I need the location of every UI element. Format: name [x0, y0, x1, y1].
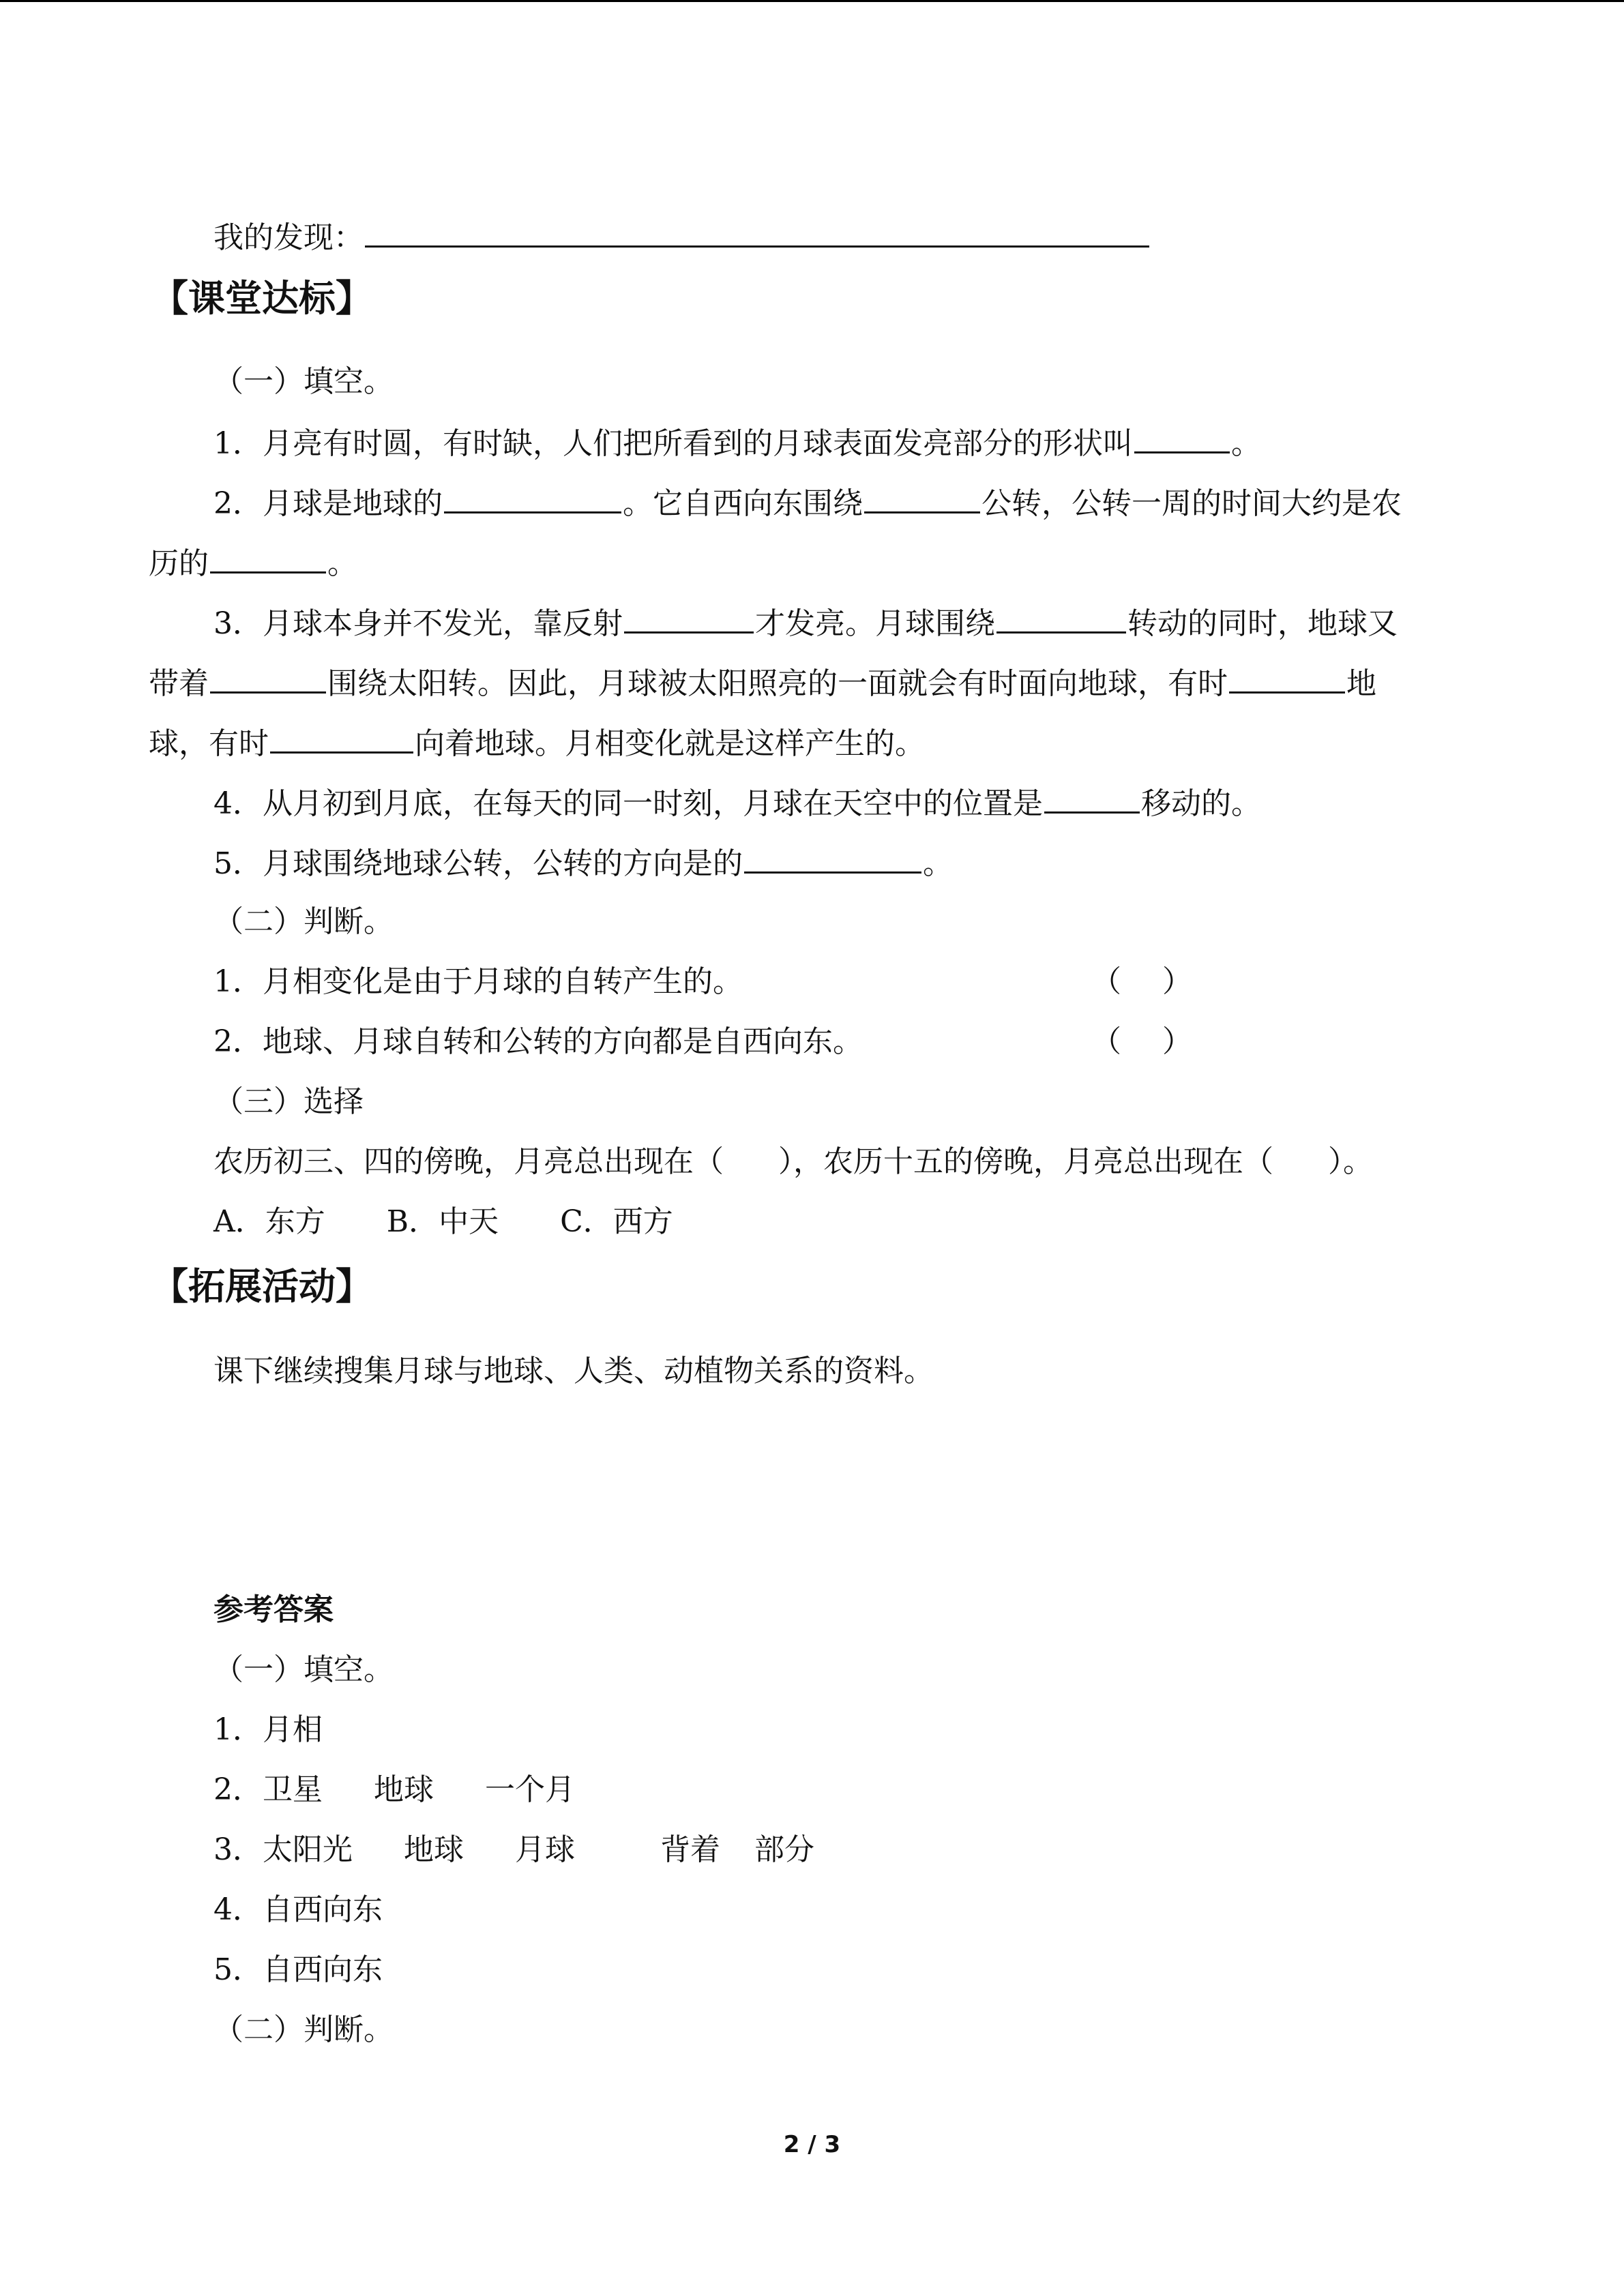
answers-judge-heading: （二）判断。: [213, 2012, 394, 2047]
fill-q3-line2: 带着 围绕太阳转。因此，月球被太阳照亮的一面就会有时面向地球，有时 地: [149, 661, 1376, 704]
fill-q2-blank2[interactable]: [864, 481, 980, 513]
answers-title: 参考答案: [213, 1592, 334, 1627]
answer-1: 1．月相: [213, 1712, 323, 1747]
fill-q3-blank1[interactable]: [624, 601, 754, 633]
judge-q2: 2．地球、月球自转和公转的方向都是自西向东。: [213, 1024, 863, 1059]
fill-q5: 5．月球围绕地球公转，公转的方向是的 。: [213, 841, 953, 884]
discovery-blank[interactable]: [365, 215, 1149, 248]
fill-q2-blank1[interactable]: [444, 481, 621, 513]
fill-q1-blank[interactable]: [1134, 421, 1230, 453]
extension-text: 课下继续搜集月球与地球、人类、动植物关系的资料。: [213, 1354, 934, 1388]
option-b[interactable]: B．中天: [386, 1204, 499, 1239]
judge-q1-answer-box[interactable]: （ ）: [1091, 964, 1192, 999]
answer-3: 3．太阳光 地球 月球 背着 部分: [213, 1832, 814, 1867]
answer-2: 2．卫星 地球 一个月: [213, 1772, 575, 1807]
judge-q1: 1．月相变化是由于月球的自转产生的。: [213, 964, 743, 999]
fill-q1: 1．月亮有时圆，有时缺，人们把所看到的月球表面发亮部分的形状叫 。: [213, 421, 1261, 464]
fill-q3-blank3[interactable]: [210, 661, 326, 694]
fill-q2-line1: 2．月球是地球的 。它自西向东围绕 公转，公转一周的时间大约是农: [213, 481, 1402, 524]
fill-heading: （一）填空。: [213, 364, 394, 399]
answer-4: 4．自西向东: [213, 1892, 383, 1927]
fill-q3-blank5[interactable]: [270, 721, 413, 754]
judge-q2-answer-box[interactable]: （ ）: [1091, 1024, 1192, 1059]
fill-q2-blank3[interactable]: [210, 541, 326, 573]
fill-q3-blank4[interactable]: [1229, 661, 1345, 694]
choice-question: 农历初三、四的傍晚，月亮总出现在（ ），农历十五的傍晚，月亮总出现在（ ）。: [213, 1144, 1373, 1179]
fill-q3-line3: 球，有时 向着地球。月相变化就是这样产生的。: [149, 721, 925, 764]
fill-q5-blank[interactable]: [744, 841, 921, 874]
answers-fill-heading: （一）填空。: [213, 1652, 394, 1687]
choice-heading: （三）选择: [213, 1084, 364, 1119]
answer-5: 5．自西向东: [213, 1952, 383, 1987]
fill-q4-blank[interactable]: [1044, 781, 1140, 814]
choice-options: [213, 1202, 673, 1242]
judge-heading: （二）判断。: [213, 904, 394, 939]
section-title-class: 【课堂达标】: [151, 277, 372, 320]
section-title-extension: 【拓展活动】: [151, 1265, 372, 1308]
fill-q2-line2: 历的 。: [149, 541, 357, 584]
option-c[interactable]: C．西方: [560, 1204, 673, 1239]
fill-q3-blank2[interactable]: [996, 601, 1126, 633]
page-number: 2 / 3: [783, 2131, 841, 2158]
discovery-line: 我的发现：: [213, 215, 1151, 258]
fill-q4: 4．从月初到月底，在每天的同一时刻，月球在天空中的位置是 移动的。: [213, 781, 1261, 824]
option-a[interactable]: A．东方: [213, 1204, 325, 1239]
page-top-border: [0, 0, 1624, 2]
fill-q3-line1: 3．月球本身并不发光，靠反射 才发亮。月球围绕 转动的同时，地球又: [213, 601, 1398, 644]
